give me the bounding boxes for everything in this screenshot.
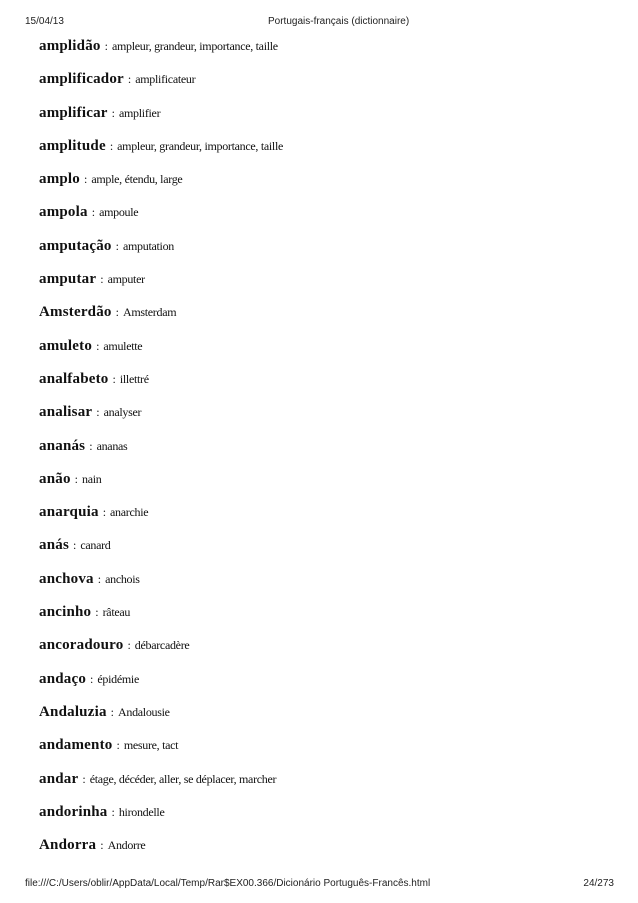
entry-definition: débarcadère xyxy=(134,638,190,653)
print-date: 15/04/13 xyxy=(25,16,64,27)
entry-term: andar xyxy=(39,770,79,787)
dictionary-entry xyxy=(39,270,283,303)
dictionary-entry xyxy=(39,603,283,636)
entry-separator: : xyxy=(102,505,107,520)
page-footer xyxy=(0,872,638,892)
dictionary-entry xyxy=(39,303,283,336)
dictionary-entry xyxy=(39,437,283,470)
entry-term: Amsterdão xyxy=(39,304,112,321)
dictionary-entry xyxy=(39,104,283,137)
entry-term: amplificar xyxy=(39,104,108,121)
entry-term: ananás xyxy=(39,437,86,454)
entry-term: amplificador xyxy=(39,71,124,88)
entry-definition: ampleur, grandeur, importance, taille xyxy=(117,138,284,153)
entry-term: anão xyxy=(39,470,71,487)
entry-term: Andaluzia xyxy=(39,703,107,720)
entry-term: andamento xyxy=(39,737,113,754)
entry-definition: ampleur, grandeur, importance, taille xyxy=(111,39,278,53)
dictionary-entry xyxy=(39,37,283,70)
dictionary-entry xyxy=(39,703,283,736)
entry-separator: : xyxy=(116,738,120,753)
dictionary-entry xyxy=(39,170,283,203)
entry-term: andorinha xyxy=(39,803,108,820)
entry-term: analfabeto xyxy=(39,370,109,387)
entry-separator: : xyxy=(74,471,78,486)
entry-definition: amulette xyxy=(103,338,143,353)
dictionary-entry xyxy=(39,337,283,370)
entry-definition: anchois xyxy=(105,571,140,586)
entry-term: ancoradouro xyxy=(39,637,124,654)
entry-term: amplitude xyxy=(39,137,106,154)
entry-separator: : xyxy=(97,571,102,586)
file-path: file:///C:/Users/oblir/AppData/Local/Temp/Rar$EX00.366/Dicionário Português-Francês.html xyxy=(25,878,431,889)
entry-term: amputação xyxy=(39,237,112,254)
entry-definition: ample, étendu, large xyxy=(91,172,183,187)
entry-separator: : xyxy=(95,605,99,620)
dictionary-entry xyxy=(39,536,283,569)
entry-definition: étage, décéder, aller, se déplacer, marcher xyxy=(89,771,277,786)
entry-definition: épidémie xyxy=(97,671,139,686)
dictionary-entry xyxy=(39,237,283,270)
entry-term: amplidão xyxy=(39,38,101,54)
entry-term: ancinho xyxy=(39,604,92,621)
entry-definition: mesure, tact xyxy=(123,738,179,753)
entry-separator: : xyxy=(72,538,77,553)
entry-separator: : xyxy=(127,638,131,653)
entry-term: analisar xyxy=(39,404,93,421)
entry-separator: : xyxy=(115,305,119,320)
entry-separator: : xyxy=(96,338,100,353)
entry-definition: râteau xyxy=(102,605,131,620)
entry-separator: : xyxy=(110,704,114,719)
dictionary-entry xyxy=(39,670,283,703)
entry-term: amuleto xyxy=(39,337,93,354)
entry-separator: : xyxy=(127,72,132,87)
entry-definition: canard xyxy=(80,538,111,553)
entry-separator: : xyxy=(100,272,104,287)
dictionary-entry xyxy=(39,137,283,170)
entry-definition: Amsterdam xyxy=(122,305,177,320)
entry-term: amputar xyxy=(39,271,97,288)
entry-definition: Andalousie xyxy=(118,704,170,719)
entry-term: anchova xyxy=(39,570,94,587)
entry-separator: : xyxy=(111,804,115,819)
entry-separator: : xyxy=(90,671,94,686)
dictionary-entry xyxy=(39,570,283,603)
dictionary-entry xyxy=(39,470,283,503)
entry-separator: : xyxy=(89,438,93,453)
entry-term: Andorra xyxy=(39,837,97,854)
dictionary-entry xyxy=(39,803,283,836)
entry-definition: ananas xyxy=(96,438,128,453)
entry-separator: : xyxy=(84,172,88,187)
entry-term: anás xyxy=(39,537,69,554)
dictionary-entry xyxy=(39,370,283,403)
entry-term: amplo xyxy=(39,171,81,188)
entry-definition: ampoule xyxy=(99,205,139,220)
dictionary-entry-list xyxy=(39,37,283,869)
entry-term: andaço xyxy=(39,670,87,687)
entry-definition: illettré xyxy=(119,371,149,386)
entry-separator: : xyxy=(104,39,108,53)
entry-separator: : xyxy=(82,771,86,786)
dictionary-entry xyxy=(39,770,283,803)
entry-separator: : xyxy=(109,138,114,153)
dictionary-entry xyxy=(39,736,283,769)
dictionary-entry xyxy=(39,836,283,869)
entry-definition: anarchie xyxy=(110,505,149,520)
entry-separator: : xyxy=(115,238,119,253)
entry-separator: : xyxy=(100,838,104,853)
entry-definition: analyser xyxy=(103,405,142,420)
entry-separator: : xyxy=(91,205,96,220)
entry-separator: : xyxy=(96,405,100,420)
dictionary-entry xyxy=(39,503,283,536)
dictionary-entry xyxy=(39,636,283,669)
entry-separator: : xyxy=(112,371,116,386)
entry-definition: amplificateur xyxy=(135,72,196,87)
dictionary-entry xyxy=(39,70,283,103)
page-header xyxy=(0,0,638,30)
entry-definition: amputation xyxy=(122,238,174,253)
entry-term: anarquia xyxy=(39,504,99,521)
entry-definition: hirondelle xyxy=(118,804,165,819)
entry-definition: amplifier xyxy=(119,105,161,120)
dictionary-entry xyxy=(39,403,283,436)
page-number: 24/273 xyxy=(583,878,614,889)
entry-definition: amputer xyxy=(107,272,145,287)
entry-definition: Andorre xyxy=(107,838,146,853)
entry-term: ampola xyxy=(39,204,88,221)
dictionary-entry xyxy=(39,203,283,236)
page-title: Portugais-français (dictionnaire) xyxy=(268,16,410,27)
entry-separator: : xyxy=(111,105,115,120)
entry-definition: nain xyxy=(82,471,102,486)
